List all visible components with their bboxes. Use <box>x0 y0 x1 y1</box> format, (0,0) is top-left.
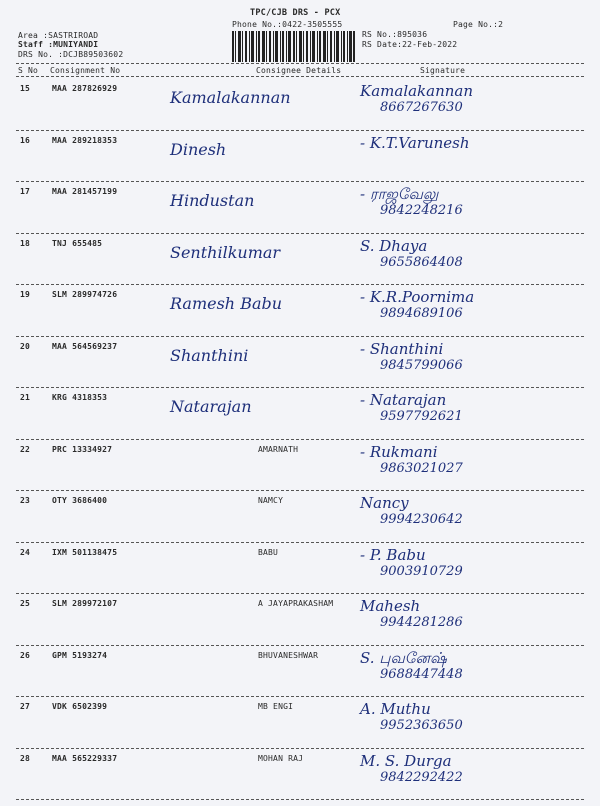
serial-number: 25 <box>20 599 31 608</box>
barcode <box>230 31 356 62</box>
table-row <box>0 698 600 754</box>
handwritten-signature: M. S. Durga <box>360 751 452 770</box>
staff-label: Staff :MUNIYANDI <box>18 40 99 49</box>
row-divider <box>16 593 584 594</box>
table-row <box>0 80 600 136</box>
handwritten-name: Kamalakannan <box>170 88 291 107</box>
consignment-number: MAA 565229337 <box>52 753 118 763</box>
handwritten-signature: - K.T.Varunesh <box>360 133 470 152</box>
consignment-number: VDK 6502399 <box>52 702 108 711</box>
handwritten-signature: Kamalakannan <box>360 82 474 100</box>
table-row <box>0 286 600 342</box>
rs-date: RS Date:22-Feb-2022 <box>362 40 458 49</box>
consignment-number: MAA 564569237 <box>52 341 118 351</box>
page-number: Page No.:2 <box>453 20 504 29</box>
consignment-number: PRC 13334927 <box>52 444 113 454</box>
row-divider <box>16 748 584 749</box>
handwritten-name: Senthilkumar <box>170 242 281 262</box>
table-row <box>0 750 600 806</box>
serial-number: 26 <box>20 650 31 660</box>
row-divider <box>16 284 584 285</box>
row-divider <box>16 336 584 337</box>
handwritten-name: Shanthini <box>170 345 249 365</box>
column-signature: Signature <box>420 66 466 75</box>
handwritten-signature: - K.R.Poornima <box>360 288 475 306</box>
consignee-name: A JAYAPRAKASHAM <box>258 599 334 608</box>
handwritten-signature: - Rukmani <box>360 442 438 461</box>
handwritten-name: Dinesh <box>170 139 227 159</box>
column-consignee: Consignee Details <box>256 66 342 75</box>
serial-number: 15 <box>20 84 31 93</box>
row-divider <box>16 181 584 182</box>
serial-number: 20 <box>20 341 31 351</box>
table-row <box>0 544 600 600</box>
consignment-number: KRG 4318353 <box>52 393 108 402</box>
consignee-name: BHUVANESHWAR <box>258 650 319 660</box>
handwritten-name: Natarajan <box>170 397 252 416</box>
handwritten-phone: 9688447448 <box>380 666 463 682</box>
phone-number: Phone No.:0422-3505555 <box>232 20 343 29</box>
handwritten-name: Hindustan <box>170 191 255 210</box>
row-divider <box>16 696 584 697</box>
row-divider <box>16 233 584 234</box>
handwritten-signature: Nancy <box>360 494 409 512</box>
handwritten-signature: - ராஜவேலு <box>360 185 439 203</box>
serial-number: 24 <box>20 547 31 557</box>
row-divider <box>16 645 584 646</box>
row-divider <box>16 130 584 131</box>
handwritten-phone: 9842292422 <box>380 769 463 785</box>
serial-number: 19 <box>20 290 31 299</box>
handwritten-phone: 9655864408 <box>380 254 463 270</box>
consignment-number: SLM 289972107 <box>52 599 118 608</box>
document-title: TPC/CJB DRS - PCX <box>250 8 341 18</box>
handwritten-phone: 9842248216 <box>380 203 463 218</box>
column-sno: S No <box>18 66 39 75</box>
serial-number: 18 <box>20 238 31 248</box>
table-row <box>0 235 600 291</box>
handwritten-name: Ramesh Babu <box>170 294 283 313</box>
consignee-name: MB ENGI <box>258 702 294 711</box>
handwritten-phone: 9597792621 <box>380 409 463 424</box>
area-label: Area :SASTRIROAD <box>18 31 99 40</box>
consignment-number: OTY 3686400 <box>52 496 108 505</box>
drs-number: DRS No. :DCJB89503602 <box>18 50 124 59</box>
table-row <box>0 595 600 651</box>
handwritten-signature: S. Dhaya <box>360 236 428 255</box>
serial-number: 27 <box>20 702 31 711</box>
consignee-name: AMARNATH <box>258 444 299 454</box>
handwritten-phone: 9845799066 <box>380 357 463 373</box>
handwritten-signature: A. Muthu <box>360 700 431 718</box>
table-row <box>0 338 600 394</box>
table-row <box>0 647 600 703</box>
serial-number: 16 <box>20 135 31 145</box>
serial-number: 28 <box>20 753 31 763</box>
consignment-number: MAA 289218353 <box>52 135 118 145</box>
handwritten-phone: 8667267630 <box>380 100 463 115</box>
consignment-number: IXM 501138475 <box>52 547 118 557</box>
handwritten-phone: 9994230642 <box>380 512 463 527</box>
consignment-number: TNJ 655485 <box>52 238 103 248</box>
consignee-name: MOHAN RAJ <box>258 753 304 763</box>
handwritten-phone: 9894689106 <box>380 306 463 321</box>
serial-number: 17 <box>20 187 31 196</box>
handwritten-signature: S. புவனேஷ் <box>360 648 447 667</box>
handwritten-signature: - Natarajan <box>360 391 447 409</box>
table-row <box>0 441 600 497</box>
consignment-number: SLM 289974726 <box>52 290 118 299</box>
row-divider <box>16 387 584 388</box>
serial-number: 21 <box>20 393 31 402</box>
handwritten-signature: Mahesh <box>360 597 421 615</box>
rs-number: RS No.:895036 <box>362 30 428 39</box>
row-divider <box>16 490 584 491</box>
header-top-rule <box>16 63 584 64</box>
serial-number: 23 <box>20 496 31 505</box>
handwritten-signature: - Shanthini <box>360 339 444 358</box>
table-row <box>0 492 600 548</box>
handwritten-phone: 9944281286 <box>380 615 463 630</box>
handwritten-signature: - P. Babu <box>360 545 426 564</box>
table-row <box>0 132 600 188</box>
table-row <box>0 389 600 445</box>
header-bottom-rule <box>16 76 584 77</box>
handwritten-phone: 9863021027 <box>380 460 463 476</box>
handwritten-phone: 9952363650 <box>380 718 463 733</box>
consignment-number: MAA 287826929 <box>52 84 118 93</box>
row-divider <box>16 542 584 543</box>
consignment-number: MAA 281457199 <box>52 187 118 196</box>
handwritten-phone: 9003910729 <box>380 563 463 579</box>
consignee-name: NAMCY <box>258 496 284 505</box>
row-divider <box>16 439 584 440</box>
serial-number: 22 <box>20 444 31 454</box>
consignment-number: GPM 5193274 <box>52 650 108 660</box>
column-consignment: Consignment No <box>50 66 121 75</box>
table-row <box>0 183 600 239</box>
consignee-name: BABU <box>258 547 279 557</box>
